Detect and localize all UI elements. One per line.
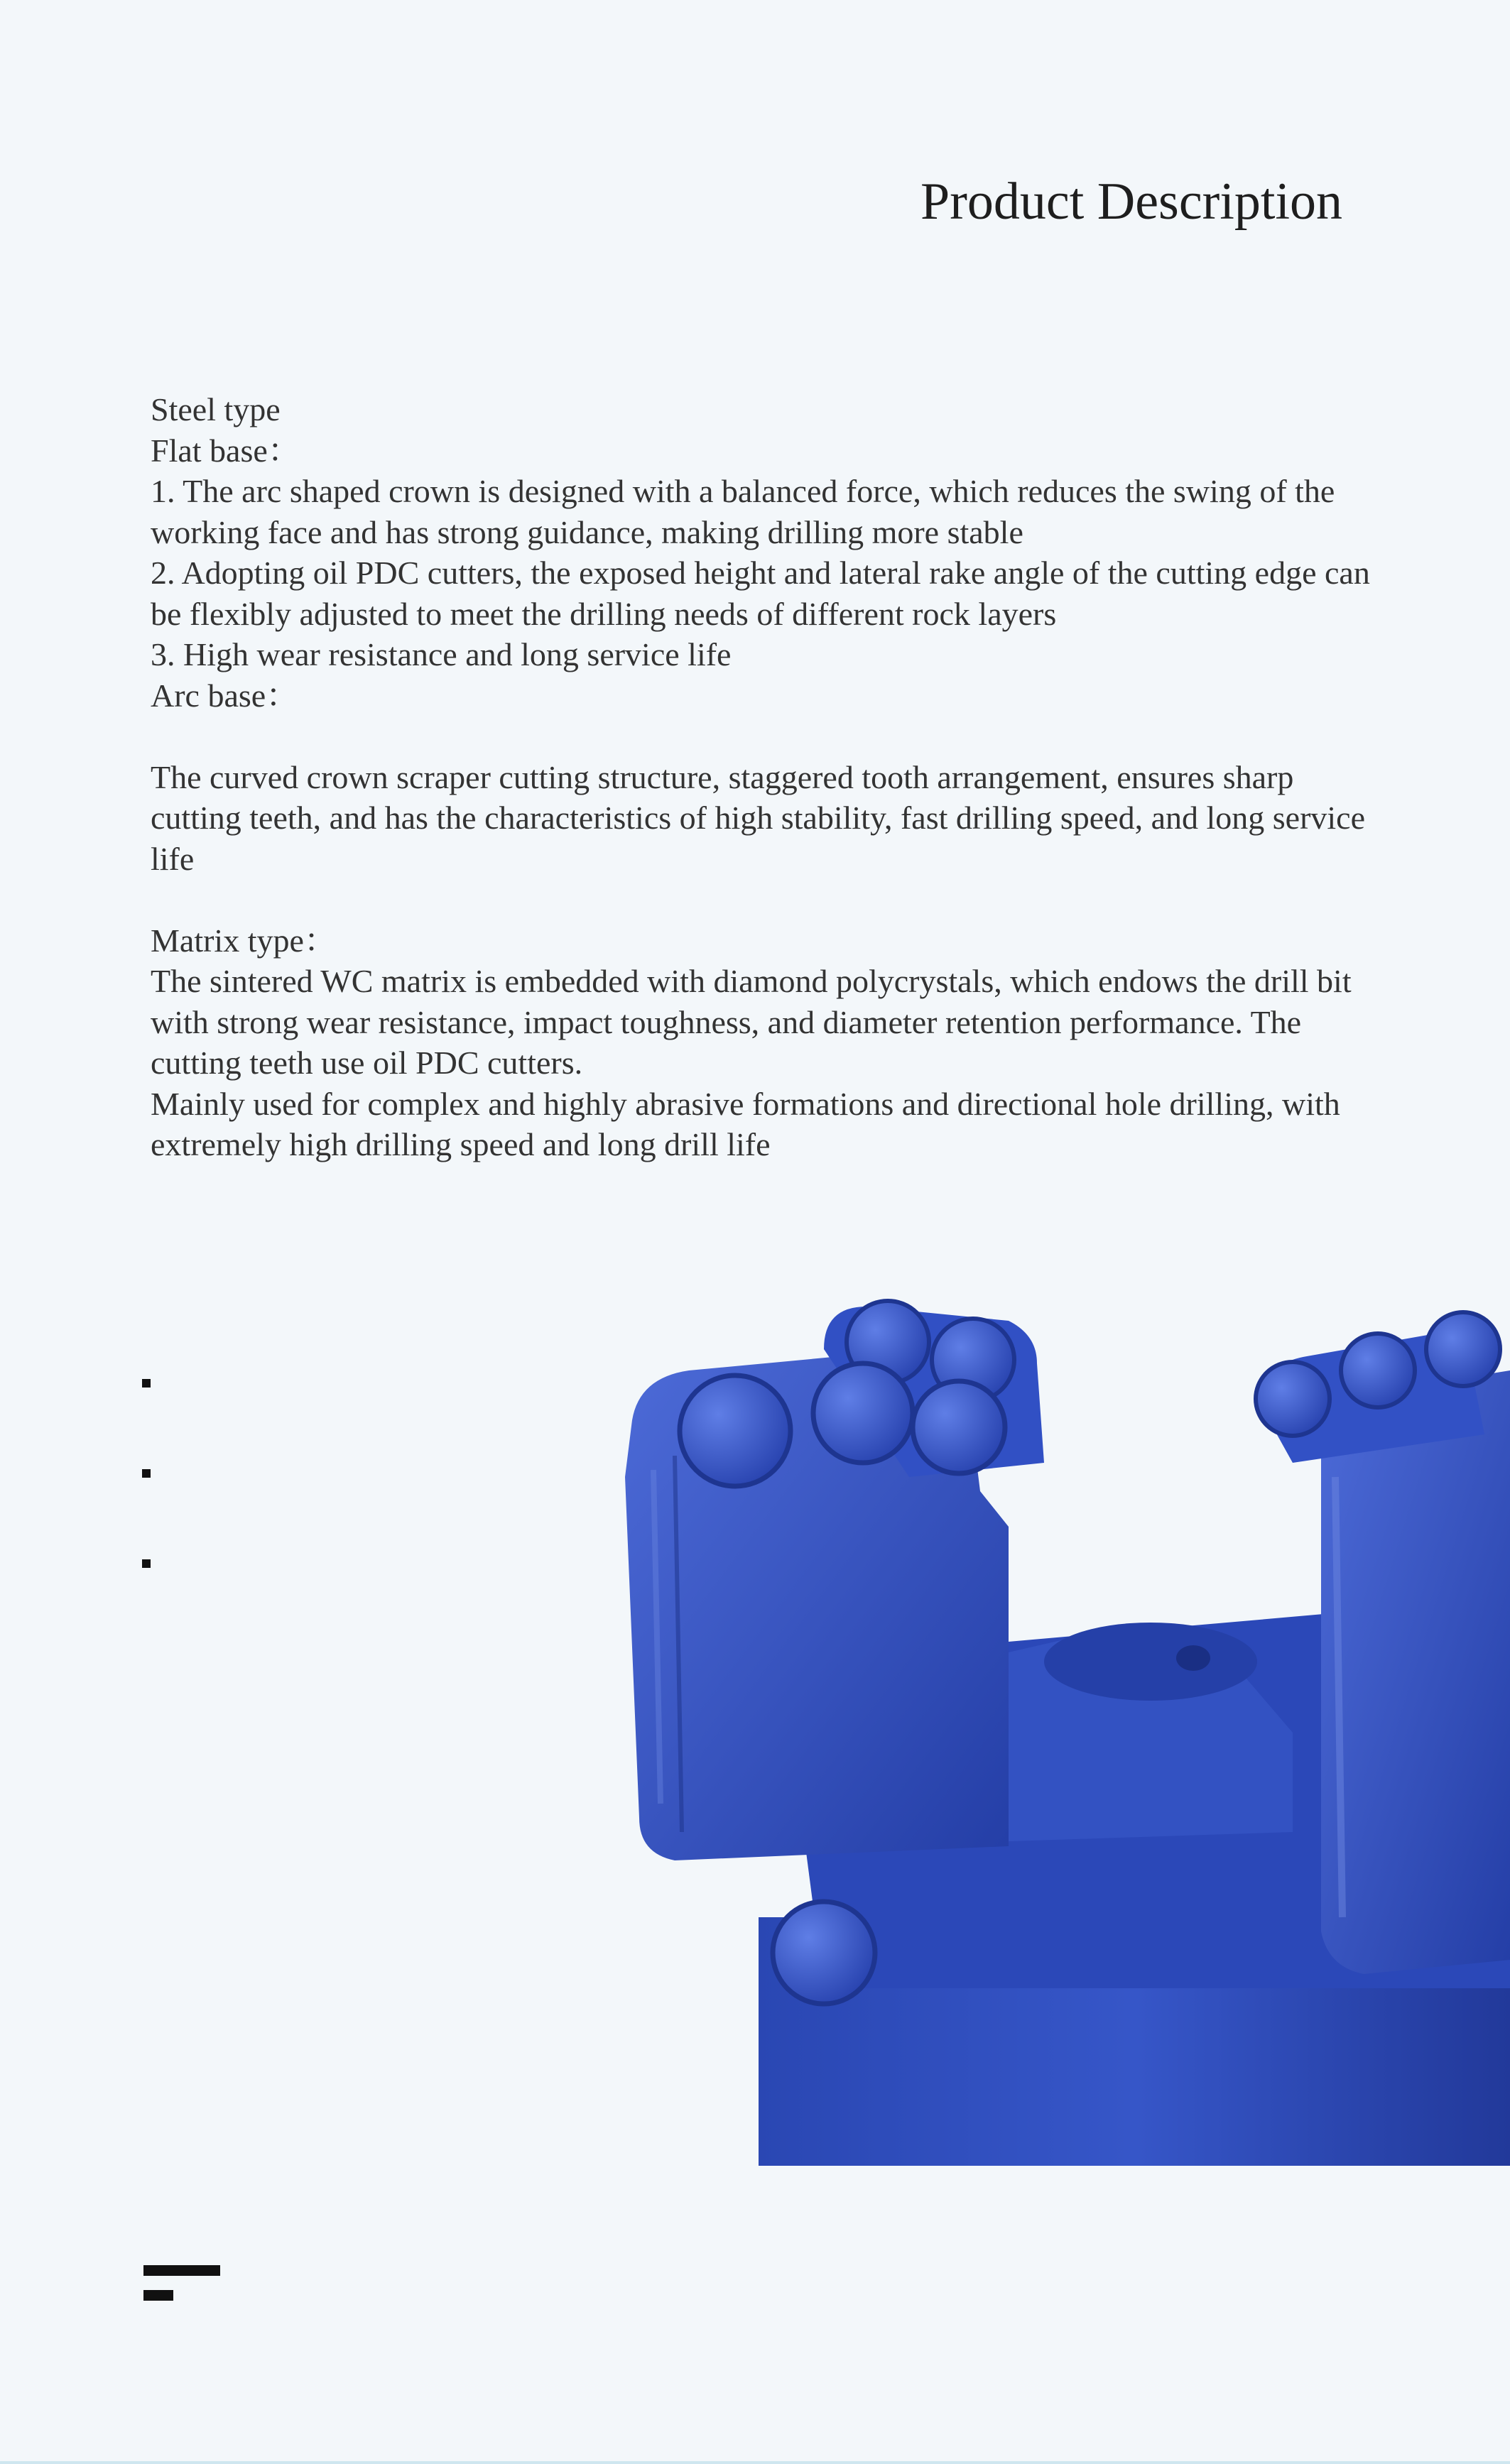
nozzle-hole (1176, 1645, 1210, 1671)
spacer (151, 716, 1372, 757)
bullet-marker (142, 1379, 151, 1388)
spacer (151, 879, 1372, 920)
pdc-cutter (680, 1375, 791, 1486)
bullet-marker (142, 1559, 151, 1568)
flat-base-heading: Flat base： (151, 432, 300, 469)
bottom-divider (0, 2461, 1510, 2464)
bullet-list (142, 1379, 151, 1650)
arc-base-heading: Arc base： (151, 677, 299, 714)
arc-base-text: The curved crown scraper cutting structure, staggered tooth arrangement, ensures sharp cutting teeth, and has the characteristics of high stability, fast drilling speed, and long service life (151, 758, 1366, 877)
matrix-type-usage: Mainly used for complex and highly abrasive formations and directional hole drilling, with extremely high drilling speed and long drill life (151, 1085, 1340, 1162)
pdc-cutter (1426, 1312, 1500, 1386)
steel-type-heading: Steel type (151, 391, 281, 427)
drill-bit-image (611, 1292, 1510, 2166)
pdc-cutter (1256, 1362, 1330, 1436)
bullet-marker (142, 1469, 151, 1478)
flat-base-point-3: 3. High wear resistance and long service life (151, 636, 732, 672)
drill-bit-bore (1044, 1623, 1257, 1701)
pdc-cutter (813, 1363, 913, 1463)
pdc-cutter (913, 1381, 1005, 1473)
matrix-type-text: The sintered WC matrix is embedded with diamond polycrystals, which endows the drill bit with strong wear resistance, impact toughness, and diameter retention performance. The cutting teeth use oil PDC cutters. (151, 963, 1352, 1081)
drill-bit-blade-right (1321, 1370, 1510, 1974)
brand-mark-icon (143, 2265, 220, 2301)
page-title: Product Description (920, 173, 1342, 231)
matrix-type-heading: Matrix type： (151, 922, 337, 959)
flat-base-point-2: 2. Adopting oil PDC cutters, the exposed height and lateral rake angle of the cutting edge can be flexibly adjusted to meet the drilling needs of different rock layers (151, 555, 1370, 632)
product-description (151, 389, 1372, 1165)
pdc-gauge-cutter (773, 1902, 875, 2004)
flat-base-point-1: 1. The arc shaped crown is designed with a balanced force, which reduces the swing of the working face and has strong guidance, making drilling more stable (151, 473, 1335, 550)
pdc-cutter (1341, 1334, 1415, 1407)
